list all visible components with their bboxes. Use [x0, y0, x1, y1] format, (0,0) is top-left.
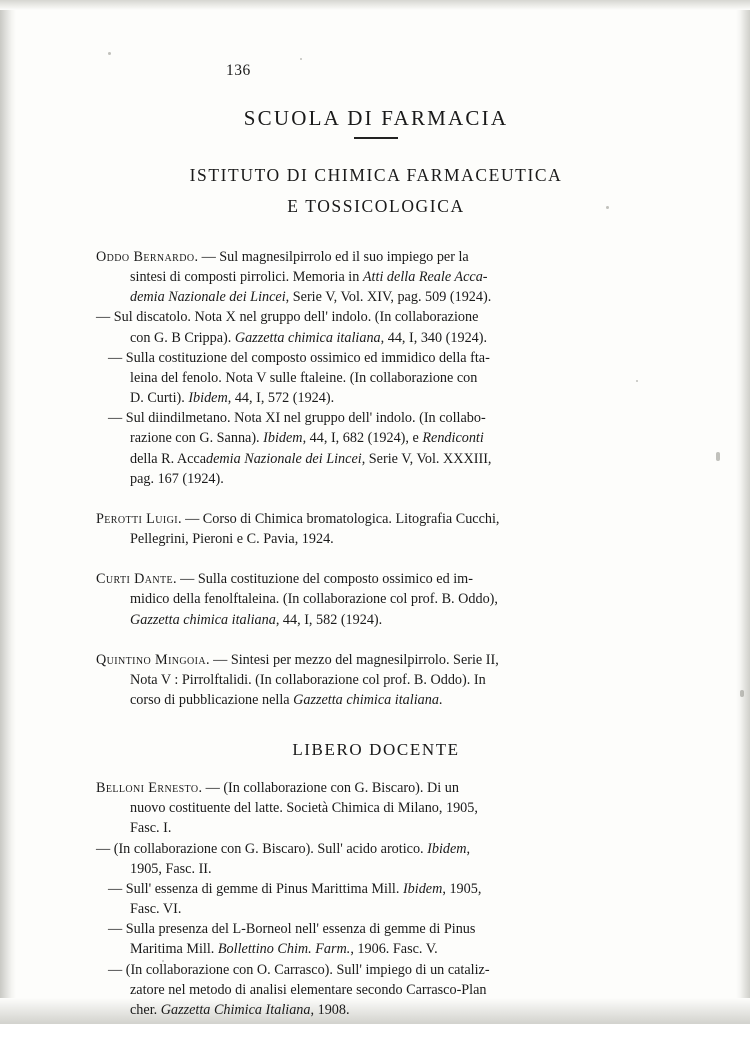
entry-line: pag. 167 (1924).: [130, 470, 224, 487]
entry-line: 1905, Fasc. II.: [130, 860, 212, 877]
entry-line: nuovo costituente del latte. Società Chimica di Milano, 1905,: [130, 800, 478, 817]
entry-line: con G. B Crippa). Gazzetta chimica italiana, 44, I, 340 (1924).: [130, 329, 488, 346]
entry-line: corso di pubblicazione nella Gazzetta chimica italiana.: [130, 691, 443, 708]
bibliography-list: [96, 247, 656, 710]
bibliography-entry: [96, 778, 656, 1020]
title-rule: [354, 137, 398, 139]
scan-speck: [108, 52, 111, 55]
scan-speck: [740, 690, 744, 697]
entry-line: cher. Gazzetta Chimica Italiana, 1908.: [130, 1001, 350, 1018]
entry-line: — (In collaborazione con O. Carrasco). Sull' impiego di un cataliz-: [108, 961, 490, 978]
institute-title-line1: ISTITUTO DI CHIMICA FARMACEUTICA: [189, 165, 563, 185]
entry-line: — Sul diindilmetano. Nota XI nel gruppo dell' indolo. (In collabo-: [108, 410, 486, 427]
docente-bibliography-list: [96, 778, 656, 1020]
page-content: [96, 62, 656, 1040]
entry-line: — (In collaborazione con G. Biscaro). Sull' acido arotico. Ibidem,: [96, 840, 471, 857]
page-edge-top: [0, 0, 750, 10]
entry-line: della R. Accademia Nazionale dei Lincei, Serie V, Vol. XXXIII,: [130, 450, 492, 467]
entry-line: — Sulla presenza del L-Borneol nell' essenza di gemme di Pinus: [108, 921, 476, 938]
entry-line: Oddo Bernardo. — Sul magnesilpirrolo ed il suo impiego per la: [96, 249, 469, 265]
bibliography-entry: [96, 247, 656, 489]
entry-line: Nota V : Pirrolftalidi. (In collaborazione col prof. B. Oddo). In: [130, 671, 486, 688]
entry-line: razione con G. Sanna). Ibidem, 44, I, 682 (1924), e Rendiconti: [130, 430, 484, 447]
page-edge-right: [736, 0, 750, 1024]
entry-line: Fasc. I.: [130, 820, 172, 837]
bibliography-entry: [96, 650, 656, 710]
entry-line: midico della fenolftaleina. (In collaborazione col prof. B. Oddo),: [130, 591, 498, 608]
entry-line: — Sull' essenza di gemme di Pinus Marittima Mill. Ibidem, 1905,: [108, 880, 482, 897]
scan-speck: [716, 452, 720, 461]
subsection-title: LIBERO DOCENTE: [292, 740, 460, 760]
entry-line: Fasc. VI.: [130, 901, 182, 918]
entry-line: Belloni Ernesto. — (In collaborazione con G. Biscaro). Di un: [96, 780, 459, 797]
entry-line: — Sulla costituzione del composto ossimico ed immidico della fta-: [108, 349, 490, 366]
scan-speck: [300, 58, 302, 60]
entry-line: Perotti Luigi. — Corso di Chimica bromatologica. Litografia Cucchi,: [96, 510, 500, 527]
page-edge-left: [0, 0, 16, 1024]
entry-line: sintesi di composti pirrolici. Memoria in Atti della Reale Acca-: [130, 269, 488, 286]
bibliography-entry: [96, 509, 656, 549]
entry-line: Maritima Mill. Bollettino Chim. Farm., 1906. Fasc. V.: [130, 941, 438, 958]
entry-line: — Sul discatolo. Nota X nel gruppo dell' indolo. (In collaborazione: [96, 309, 479, 326]
institute-title-line2: E TOSSICOLOGICA: [287, 196, 465, 216]
entry-line: zatore nel metodo di analisi elementare secondo Carrasco-Plan: [130, 981, 487, 998]
entry-line: leina del fenolo. Nota V sulle ftaleine. (In collaborazione con: [130, 369, 478, 386]
page-title: SCUOLA DI FARMACIA: [243, 106, 509, 130]
entry-line: Pellegrini, Pieroni e C. Pavia, 1924.: [130, 531, 334, 548]
folio-number: 136: [226, 62, 251, 79]
entry-line: Curti Dante. — Sulla costituzione del composto ossimico ed im-: [96, 571, 473, 588]
entry-line: Quintino Mingoia. — Sintesi per mezzo del magnesilpirrolo. Serie II,: [96, 651, 499, 668]
entry-line: demia Nazionale dei Lincei, Serie V, Vol. XIV, pag. 509 (1924).: [130, 289, 492, 306]
bibliography-entry: [96, 569, 656, 629]
entry-line: Gazzetta chimica italiana, 44, I, 582 (1924).: [130, 611, 383, 628]
entry-line: D. Curti). Ibidem, 44, I, 572 (1924).: [130, 390, 335, 407]
